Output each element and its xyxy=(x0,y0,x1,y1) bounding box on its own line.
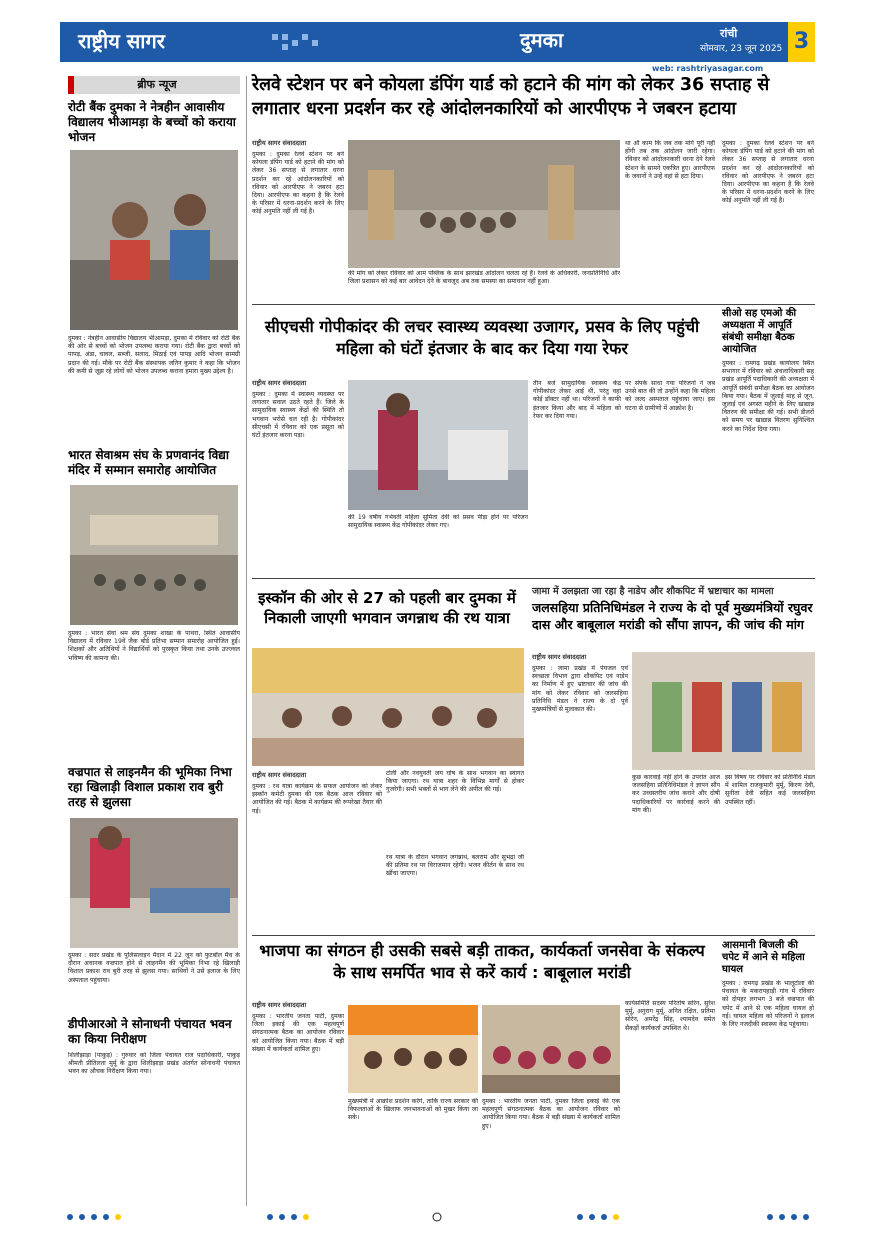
byline: राष्ट्रीय सागर संवाददाता xyxy=(252,1001,307,1009)
story-body: मुख्यमंत्री में आक्रोश प्रदर्शन करेंगे, ताकि राज्य सरकार की विफलताओं के खिलाफ जनभावनाओं को मुखर किया जा सके। xyxy=(348,1098,478,1122)
photo-image-icon xyxy=(70,818,238,948)
story-thunder xyxy=(722,940,814,1210)
story-jharkhand-col-a xyxy=(532,652,628,910)
brief-item xyxy=(68,448,240,478)
story-rtf-headline: सीओ सह एमओ की अध्यक्षता में आपूर्ति संबंधी समीक्षा बैठक आयोजित xyxy=(722,308,797,355)
brief-item xyxy=(68,765,240,810)
brief-news-header: ब्रीफ न्यूज xyxy=(68,76,240,94)
photo-image-icon xyxy=(70,150,238,330)
section-title: दुमका xyxy=(520,28,564,52)
brief-headline: वज्रपात से लाइनमैन की भूमिका निभा रहा खिलाड़ी विशाल प्रकाश राव बुरी तरह से झुलसा xyxy=(68,765,232,809)
brief-headline: डीपीआरओ ने सोनाधनी पंचायत भवन का किया निरीक्षण xyxy=(68,1017,232,1046)
story-body: पर संपर्क साधा गया परिजनों ने जब उनसे बात की तो उन्होंने कहा कि महिला को जल्द अस्पताल पहुंचाया जाए। इस घटना से ग्रामीणों में आक्रोश है। xyxy=(625,380,715,412)
byline: राष्ट्रीय सागर संवाददाता xyxy=(532,653,587,661)
photo-image-icon xyxy=(70,485,238,625)
byline: राष्ट्रीय सागर संवाददाता xyxy=(252,139,307,147)
story-rtf xyxy=(722,308,814,575)
story-body: दुमका : दुमका रेलवे स्टेशन पर बने कोयला डंपिंग यार्ड को हटाने की मांग को लेकर 36 सप्ताह से लगातार धरना प्रदर्शन कर रहे आंदोलनकारियों को रविवार को आरपीएफ ने जबरन हटा दिया। आरपीएफ का कहना है कि रेलवे के परिसर में धरना-प्रदर्शन करने के लिए कोई अनुमति नहीं ली गई है। xyxy=(252,151,344,216)
story-divider xyxy=(252,578,815,579)
newspaper-brand: राष्ट्रीय सागर xyxy=(78,29,165,53)
story-body: की मांग को लेकर रविवार को आम पब्लिक के साथ झारखंड आंदोलन चलता रहे हैं। रेलवे के अधिकारी, जनप्रतिनिधि और जिला प्रशासन को कई बार आवेदन देने के बावजूद अब तक समस्या का समाधान नहीं हुआ। xyxy=(348,270,620,286)
story-iskcon-headline: इस्कॉन की ओर से 27 को पहली बार दुमका में निकाली जाएगी भगवान जगन्नाथ की रथ यात्रा xyxy=(258,589,516,628)
roti-bank-photo xyxy=(70,150,238,330)
photo-image-icon xyxy=(632,652,815,770)
story-bjp-col-a xyxy=(252,1000,344,1208)
bjp-meeting-photo-2 xyxy=(482,1005,620,1093)
edition-date: सोमवार, 23 जून 2025 xyxy=(700,44,783,54)
story-body: इस विषय पर रविवार को प्रतिनिधि मंडल में शामिल राजकुमारी मुर्मू, किरण देवी, सुनीता देवी सहित कई जलसहिया उपस्थित रहीं। xyxy=(725,774,815,806)
story-body: दुमका : भारतीय जनता पार्टी, दुमका जिला इकाई की एक महत्वपूर्ण संगठनात्मक बैठक का आयोजन रविवार को आयोजित किया गया। बैठक में बड़ी संख्या में कार्यकर्ता शामिल हुए। xyxy=(482,1098,620,1130)
story-bjp-col-c xyxy=(482,1098,620,1198)
brief-body: दुमका : नेत्रहीन आवासीय विद्यालय भीआमड़ा, दुमका में रविवार को रोटी बैंक की ओर से बच्चों को भोजन उपलब्ध कराया गया। रोटी बैंक द्वारा बच्चों को पापड़, अंडा, चावल, सब्जी, सलाद, मिठाई एवं पापड़ आदि भोजन सामग्री प्रदान की गई। मौके पर रोटी बैंक संस्थापक जतिन कुमार ने कहा कि भोजन की कमी से जूझ रहे लोगों को भोजन उपलब्ध कराना हमारा मुख्य उद्देश्य है। xyxy=(68,335,240,375)
brief-headline: भारत सेवाश्रम संघ के प्रणवानंद विद्या मंदिर में सम्मान समारोह आयोजित xyxy=(68,448,229,477)
story-bjp-col-b xyxy=(348,1098,478,1198)
story-jharkhand-kicker: जामा में उलझता जा रहा है नाडेप और शौकपिट में भ्रष्टाचार का मामला xyxy=(532,586,774,597)
story-jharkhand-col-c xyxy=(725,774,815,929)
photo-image-icon xyxy=(252,648,524,766)
masthead-decoration-icon xyxy=(270,32,330,52)
story-body: दुमका : रामगढ़ प्रखंड के भालूटोला की पंचायत के मकरापहाड़ी गांव में रविवार को दोपहर लगभग 3 बजे वज्रपात की चपेट में आने से एक महिला घायल हो गई। घायल महिला को परिजनों ने इलाज के लिए नजदीकी स्वास्थ्य केंद्र पहुंचाया। xyxy=(722,980,814,1029)
brief-body: दुमका : भारत सेवा श्रम संघ दुमका शाखा के पाथरा, स्थित आवासीय विद्यालय में रविवार 19वें जैक बोर्ड प्रतिभा सम्मान समारोह आयोजित हुई। शिक्षकों और अतिथियों ने विद्यार्थियों को पुरस्कृत किया तथा उनके उज्ज्वल भविष्य की कामना की। xyxy=(68,630,240,662)
lightning-injury-photo xyxy=(70,818,238,948)
story-body: रथ यात्रा के दौरान भगवान जगन्नाथ, बलराम और सुभद्रा जी की प्रतिमा रथ पर विराजमान रहेगी। भजन कीर्तन के साथ रथ खींचा जाएगा। xyxy=(386,854,524,878)
photo-image-icon xyxy=(482,1005,620,1093)
story-rail-col-a xyxy=(252,138,344,291)
story-body: था औ काम कि जब तक मांगें पूरी नहीं होंगी तब तक आंदोलन जारी रहेगा। रविवार को आंदोलनकारी धरना देने रेलवे स्टेशन के सामने एकत्रित हुए। आरपीएफ के जवानों ने उन्हें वहां से हटा दिया। xyxy=(625,140,715,180)
edition-city: रांची xyxy=(720,27,738,40)
story-iskcon-col-a xyxy=(252,770,382,938)
story-divider xyxy=(252,304,815,305)
photo-caption: की 19 वर्षीय गर्भवती महिला सुमिता देवी को प्रसव पीड़ा होने पर परिजन सामुदायिक स्वास्थ्य केंद्र गोपीकांदर लेकर गए। xyxy=(348,514,528,530)
footer-decoration-icon xyxy=(60,1212,815,1222)
byline: राष्ट्रीय सागर संवाददाता xyxy=(252,771,307,779)
story-rail-headline: रेलवे स्टेशन पर बने कोयला डंपिंग यार्ड को हटाने की मांग को लेकर 36 सप्ताह से लगातार धरना प्रदर्शन कर रहे आंदोलनकारियों को आरपीएफ ने जबरन हटाया xyxy=(252,75,770,119)
story-body: तीन बजे सामुदायिक स्वास्थ्य केंद्र गोपीकांदर लेकर आई थी, परंतु वहां कोई डॉक्टर नहीं था। परिजनों ने काफी इंतजार किया और बाद में महिला को रेफर कर दिया गया। xyxy=(533,380,621,420)
story-body: दुमका : भारतीय जनता पार्टी, दुमका जिला इकाई की एक महत्वपूर्ण संगठनात्मक बैठक का आयोजन रविवार को आयोजित किया गया। बैठक में बड़ी संख्या में कार्यकर्ता शामिल हुए। xyxy=(252,1013,344,1053)
brief-body: दुमका : सदर प्रखंड के पुलिसलाइन मैदान में 22 जून को फुटबॉल मैच के दौरान अचानक वज्रपात होने से लाइनमैन की भूमिका निभा रहे खिलाड़ी विशाल प्रकाश राव बुरी तरह से झुलस गया। साथियों ने उसे इलाज के लिए अस्पताल पहुंचाया। xyxy=(68,952,240,984)
story-rail-col-c xyxy=(625,140,715,300)
photo-image-icon xyxy=(348,1005,478,1093)
column-divider xyxy=(246,76,247,1206)
sevashram-photo xyxy=(70,485,238,625)
story-health-caption xyxy=(348,514,528,554)
rail-protest-photo xyxy=(348,140,620,268)
brief-item xyxy=(68,100,240,145)
story-body: दुमका : दुमका रेलवे स्टेशन पर बने कोयला डंपिंग यार्ड को हटाने की मांग को लेकर 36 सप्ताह से लगातार धरना प्रदर्शन कर रहे आंदोलनकारियों को रविवार को आरपीएफ ने जबरन हटा दिया। आरपीएफ का कहना है कि रेलवे के परिसर में धरना-प्रदर्शन करने के लिए कोई अनुमति नहीं ली गई है। xyxy=(722,140,814,205)
hospital-patient-photo xyxy=(348,380,528,510)
photo-image-icon xyxy=(348,380,528,510)
story-health-col-c xyxy=(625,380,715,555)
story-body: कार्यसमिति सदस्य परितोष सोरेन, सुरेश मुर्मू, अनुराग मुर्मू, अनित रक्षित, प्रतिमा सोरेन, अमरेंद्र सिंह, श्यामदेव समेत सैकड़ों कार्यकर्ता उपस्थित थे। xyxy=(625,1000,715,1032)
photo-image-icon xyxy=(348,140,620,268)
story-iskcon-col-b xyxy=(386,770,524,934)
story-jharkhand-headline: जलसहिया प्रतिनिधिमंडल ने राज्य के दो पूर्व मुख्यमंत्रियों रघुवर दास और बाबूलाल मरांडी को सौंपा ज्ञापन, की जांच की मांग xyxy=(532,600,813,632)
story-divider xyxy=(252,935,815,936)
masthead xyxy=(60,22,815,62)
story-thunder-headline: आसमानी बिजली की चपेट में आने से महिला घायल xyxy=(722,940,805,975)
story-health-headline: सीएचसी गोपीकांदर की लचर स्वास्थ्य व्यवस्था उजागर, प्रसव के लिए पहुंची महिला को घंटों इंतजार के बाद कर दिया गया रेफर xyxy=(264,317,700,358)
story-bjp-col-d xyxy=(625,1000,715,1200)
story-body: टोली और नवयुवती जय घोष के साथ भगवान का स्वागत किया जाएगा। रथ यात्रा शहर के विभिन्न मार्गों से होकर गुजरेगी। सभी भक्तों से भाग लेने की अपील की गई। xyxy=(386,770,524,794)
story-body: दुमका : दुमका में स्वास्थ्य व्यवस्था पर लगातार सवाल उठते रहते हैं। जिले के सामुदायिक स्वास्थ्य केंद्रों की स्थिति तो भगवान भरोसे चल रही है। गोपीकांदर सीएचसी में रविवार को एक प्रसूता को घंटों इंतजार करना पड़ा। xyxy=(252,391,344,440)
bjp-meeting-photo-1 xyxy=(348,1005,478,1093)
story-rail-col-b xyxy=(348,270,620,302)
story-body: दुमका : रथ यात्रा कार्यक्रम के सफल आयोजन को लेकर इस्कॉन कमेटी दुमका की एक बैठक आज रविवार को आयोजित की गई। बैठक में कार्यक्रम की रूपरेखा तैयार की गई। xyxy=(252,783,382,815)
story-body: दुमका : जामा प्रखंड में पेयजल एवं स्वच्छता विभाग द्वारा शौकपिट एवं नाडेप का निर्माण में हुए भ्रष्टाचार की जांच की मांग को लेकर रविवार को जलसहिया प्रतिनिधि मंडल ने राज्य के दो पूर्व मुख्यमंत्रियों से मुलाकात की। xyxy=(532,665,628,714)
page-number: 3 xyxy=(788,22,815,62)
brief-headline: रोटी बैंक दुमका ने नेत्रहीन आवासीय विद्यालय भीआमड़ा के बच्चों को कराया भोजन xyxy=(68,100,236,144)
website-url: web: rashtriyasagar.com xyxy=(652,64,764,73)
story-health-col-a xyxy=(252,378,344,571)
story-health-col-b xyxy=(533,380,621,555)
story-jharkhand-col-b xyxy=(632,774,720,929)
story-body: दुमका : रामगढ़ प्रखंड कार्यालय स्थित सभागार में रविवार को अंचलाधिकारी सह प्रखंड आपूर्ति पदाधिकारी की अध्यक्षता में आपूर्ति संबंधी समीक्षा बैठक का आयोजन किया गया। बैठक में जुलाई माह से जून, जुलाई एवं अगस्त महीने के लिए खाद्यान्न वितरण की समीक्षा की गई। सभी डीलरों को समय पर खाद्यान्न वितरण सुनिश्चित करने का निर्देश दिया गया। xyxy=(722,360,814,433)
brief-body: शिलीझाड़ा (पाकुड़) : गुरुवार को जिला पंचायत राज पदाधिकारी, पाकुड़ श्रीमती प्रीतिलता मुर्मू के द्वारा शिलीझाड़ा प्रखंड अंतर्गत सोनाधनी पंचायत भवन का औचक निरीक्षण किया गया। xyxy=(68,1052,240,1076)
story-bjp-headline: भाजपा का संगठन ही उसकी सबसे बड़ी ताकत, कार्यकर्ता जनसेवा के संकल्प के साथ समर्पित भाव से करें कार्य : बाबूलाल मरांडी xyxy=(259,941,705,982)
story-rail-col-d xyxy=(722,140,814,300)
brief-item xyxy=(68,1017,240,1047)
byline: राष्ट्रीय सागर संवाददाता xyxy=(252,379,307,387)
memorandum-photo xyxy=(632,652,815,770)
iskcon-meeting-photo xyxy=(252,648,524,766)
story-body: कुछ कारवाई नहीं होने के उपरांत आज जलसहिया प्रतिनिधिमंडल ने ज्ञापन सौंप कर उच्चस्तरीय जांच कराने और दोषी पदाधिकारियों पर कार्रवाई करने की मांग की। xyxy=(632,774,720,814)
